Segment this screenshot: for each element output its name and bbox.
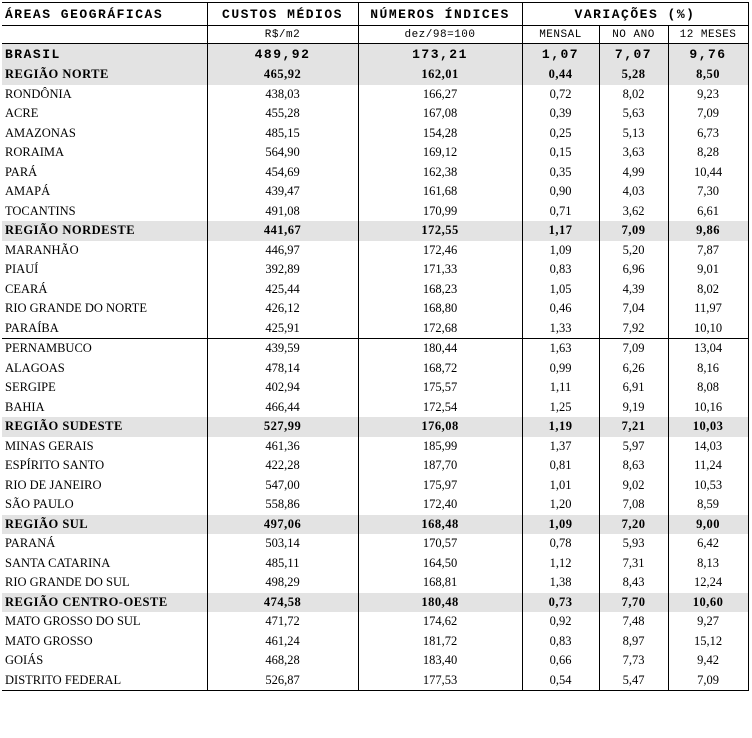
row-no-ano: 7,09 — [599, 221, 668, 241]
row-mensal: 1,11 — [522, 378, 599, 398]
row-no-ano: 4,99 — [599, 163, 668, 183]
row-custo: 465,92 — [207, 65, 358, 85]
row-no-ano: 4,39 — [599, 280, 668, 300]
row-custo: 425,91 — [207, 319, 358, 339]
row-name: REGIÃO CENTRO-OESTE — [2, 593, 207, 613]
row-mensal: 1,17 — [522, 221, 599, 241]
row-indice: 175,57 — [358, 378, 522, 398]
row-no-ano: 8,02 — [599, 85, 668, 105]
row-mensal: 0,25 — [522, 124, 599, 144]
row-12-meses: 12,24 — [668, 573, 748, 593]
row-12-meses: 7,09 — [668, 671, 748, 691]
row-name: REGIÃO SUL — [2, 515, 207, 535]
row-12-meses: 7,09 — [668, 104, 748, 124]
row-mensal: 0,99 — [522, 359, 599, 379]
row-name: MATO GROSSO — [5, 633, 93, 648]
row-no-ano: 7,70 — [599, 593, 668, 613]
row-name: PERNAMBUCO — [2, 339, 207, 359]
row-indice: 180,44 — [358, 339, 522, 359]
row-mensal: 0,35 — [522, 163, 599, 183]
table-row — [2, 319, 748, 339]
row-no-ano: 7,48 — [599, 612, 668, 632]
row-mensal: 0,81 — [522, 456, 599, 476]
header-custos: CUSTOS MÉDIOS — [207, 3, 358, 26]
table-row — [2, 241, 748, 261]
table-row — [2, 378, 748, 398]
table-row — [2, 124, 748, 144]
header-12-meses: 12 MESES — [668, 26, 748, 44]
header-areas-sub — [2, 26, 207, 44]
row-mensal: 1,20 — [522, 495, 599, 515]
brasil-mensal: 1,07 — [522, 44, 599, 66]
row-12-meses: 9,23 — [668, 85, 748, 105]
row-no-ano: 7,73 — [599, 651, 668, 671]
row-name: RONDÔNIA — [5, 86, 72, 101]
row-indice: 172,54 — [358, 398, 522, 418]
region-row — [2, 593, 748, 613]
row-name: REGIÃO SUDESTE — [2, 417, 207, 437]
row-mensal: 1,09 — [522, 241, 599, 261]
table-row — [2, 182, 748, 202]
brasil-indice: 173,21 — [358, 44, 522, 66]
region-row — [2, 65, 748, 85]
row-name: SERGIPE — [5, 380, 56, 395]
row-custo: 441,67 — [207, 221, 358, 241]
table-row — [2, 554, 748, 574]
row-name: DISTRITO FEDERAL — [2, 671, 207, 691]
row-12-meses: 11,24 — [668, 456, 748, 476]
row-custo: 392,89 — [207, 260, 358, 280]
row-no-ano: 7,09 — [599, 339, 668, 359]
row-indice: 168,72 — [358, 359, 522, 379]
row-custo: 426,12 — [207, 299, 358, 319]
row-no-ano: 7,21 — [599, 417, 668, 437]
row-name: RIO GRANDE DO SUL — [5, 575, 130, 590]
row-12-meses: 8,28 — [668, 143, 748, 163]
row-mensal: 1,01 — [522, 476, 599, 496]
table-row — [2, 437, 748, 457]
row-name: PARAÍBA — [5, 320, 59, 335]
row-mensal: 0,66 — [522, 651, 599, 671]
row-indice: 172,46 — [358, 241, 522, 261]
row-no-ano: 7,31 — [599, 554, 668, 574]
header-mensal: MENSAL — [522, 26, 599, 44]
row-mensal: 0,71 — [522, 202, 599, 222]
row-indice: 169,12 — [358, 143, 522, 163]
row-custo: 485,15 — [207, 124, 358, 144]
row-no-ano: 8,63 — [599, 456, 668, 476]
table-row — [2, 671, 748, 691]
table-row — [2, 651, 748, 671]
row-custo: 402,94 — [207, 378, 358, 398]
row-custo: 461,24 — [207, 632, 358, 652]
header-unit-indices: dez/98=100 — [358, 26, 522, 44]
row-12-meses: 8,08 — [668, 378, 748, 398]
row-mensal: 1,12 — [522, 554, 599, 574]
header-areas: ÁREAS GEOGRÁFICAS — [2, 3, 207, 26]
row-custo: 425,44 — [207, 280, 358, 300]
row-no-ano: 5,93 — [599, 534, 668, 554]
table-row — [2, 260, 748, 280]
row-no-ano: 3,63 — [599, 143, 668, 163]
row-mensal: 1,25 — [522, 398, 599, 418]
row-custo: 558,86 — [207, 495, 358, 515]
row-12-meses: 6,42 — [668, 534, 748, 554]
table-row — [2, 534, 748, 554]
row-indice: 170,57 — [358, 534, 522, 554]
row-name: SANTA CATARINA — [5, 555, 111, 570]
row-indice: 177,53 — [358, 671, 522, 691]
row-no-ano: 8,43 — [599, 573, 668, 593]
row-no-ano: 7,92 — [599, 319, 668, 339]
row-12-meses: 14,03 — [668, 437, 748, 457]
row-mensal: 0,15 — [522, 143, 599, 163]
row-mensal: 1,38 — [522, 573, 599, 593]
row-name: AMAPÁ — [5, 184, 51, 199]
row-name: RORAIMA — [5, 145, 65, 160]
row-indice: 172,55 — [358, 221, 522, 241]
row-no-ano: 5,47 — [599, 671, 668, 691]
row-12-meses: 9,42 — [668, 651, 748, 671]
row-mensal: 1,63 — [522, 339, 599, 359]
row-custo: 454,69 — [207, 163, 358, 183]
row-no-ano: 3,62 — [599, 202, 668, 222]
header-no-ano: NO ANO — [599, 26, 668, 44]
row-12-meses: 9,01 — [668, 260, 748, 280]
table-row — [2, 495, 748, 515]
data-table — [2, 2, 749, 691]
row-name: PARANÁ — [5, 536, 56, 551]
row-custo: 438,03 — [207, 85, 358, 105]
row-no-ano: 5,20 — [599, 241, 668, 261]
row-name: ESPÍRITO SANTO — [5, 458, 105, 473]
row-mensal: 1,33 — [522, 319, 599, 339]
row-custo: 478,14 — [207, 359, 358, 379]
row-mensal: 0,44 — [522, 65, 599, 85]
row-custo: 547,00 — [207, 476, 358, 496]
row-name: RIO GRANDE DO NORTE — [5, 301, 147, 316]
row-12-meses: 6,61 — [668, 202, 748, 222]
row-name: ALAGOAS — [5, 360, 65, 375]
row-12-meses: 10,03 — [668, 417, 748, 437]
table-row — [2, 299, 748, 319]
row-indice: 185,99 — [358, 437, 522, 457]
row-no-ano: 8,97 — [599, 632, 668, 652]
row-custo: 491,08 — [207, 202, 358, 222]
row-mensal: 1,19 — [522, 417, 599, 437]
row-custo: 498,29 — [207, 573, 358, 593]
table-row — [2, 85, 748, 105]
row-indice: 183,40 — [358, 651, 522, 671]
brasil-row — [2, 44, 748, 66]
row-custo: 461,36 — [207, 437, 358, 457]
row-no-ano: 5,13 — [599, 124, 668, 144]
row-12-meses: 9,00 — [668, 515, 748, 535]
row-indice: 174,62 — [358, 612, 522, 632]
row-indice: 162,38 — [358, 163, 522, 183]
row-mensal: 0,46 — [522, 299, 599, 319]
row-indice: 167,08 — [358, 104, 522, 124]
row-12-meses: 10,10 — [668, 319, 748, 339]
row-custo: 466,44 — [207, 398, 358, 418]
row-custo: 468,28 — [207, 651, 358, 671]
row-custo: 564,90 — [207, 143, 358, 163]
row-no-ano: 5,97 — [599, 437, 668, 457]
row-indice: 161,68 — [358, 182, 522, 202]
row-indice: 175,97 — [358, 476, 522, 496]
row-custo: 471,72 — [207, 612, 358, 632]
row-12-meses: 10,53 — [668, 476, 748, 496]
row-custo: 485,11 — [207, 554, 358, 574]
row-no-ano: 5,28 — [599, 65, 668, 85]
row-custo: 422,28 — [207, 456, 358, 476]
row-indice: 187,70 — [358, 456, 522, 476]
row-12-meses: 8,16 — [668, 359, 748, 379]
table-row — [2, 476, 748, 496]
row-12-meses: 8,02 — [668, 280, 748, 300]
row-name: BAHIA — [5, 399, 45, 414]
table-row — [2, 573, 748, 593]
row-12-meses: 9,27 — [668, 612, 748, 632]
table-row — [2, 104, 748, 124]
row-name: REGIÃO NORDESTE — [2, 221, 207, 241]
row-no-ano: 7,04 — [599, 299, 668, 319]
region-row — [2, 417, 748, 437]
row-indice: 180,48 — [358, 593, 522, 613]
row-name: SÃO PAULO — [5, 497, 74, 512]
row-custo: 439,47 — [207, 182, 358, 202]
header-indices: NÚMEROS ÍNDICES — [358, 3, 522, 26]
brasil-ano: 7,07 — [599, 44, 668, 66]
table-row — [2, 456, 748, 476]
row-name: ACRE — [5, 106, 39, 121]
row-indice: 176,08 — [358, 417, 522, 437]
row-no-ano: 5,63 — [599, 104, 668, 124]
row-12-meses: 10,60 — [668, 593, 748, 613]
row-12-meses: 15,12 — [668, 632, 748, 652]
row-mensal: 0,54 — [522, 671, 599, 691]
row-name: MINAS GERAIS — [5, 438, 94, 453]
row-indice: 172,68 — [358, 319, 522, 339]
row-custo: 497,06 — [207, 515, 358, 535]
row-12-meses: 10,44 — [668, 163, 748, 183]
row-mensal: 0,39 — [522, 104, 599, 124]
row-no-ano: 6,96 — [599, 260, 668, 280]
row-indice: 181,72 — [358, 632, 522, 652]
row-indice: 172,40 — [358, 495, 522, 515]
row-indice: 154,28 — [358, 124, 522, 144]
row-custo: 527,99 — [207, 417, 358, 437]
brasil-custo: 489,92 — [207, 44, 358, 66]
row-mensal: 0,92 — [522, 612, 599, 632]
row-12-meses: 9,86 — [668, 221, 748, 241]
table-row — [2, 632, 748, 652]
table-row — [2, 143, 748, 163]
row-name: PIAUÍ — [5, 262, 39, 277]
row-12-meses: 13,04 — [668, 339, 748, 359]
row-indice: 168,80 — [358, 299, 522, 319]
row-name: RIO DE JANEIRO — [5, 477, 102, 492]
row-12-meses: 8,13 — [668, 554, 748, 574]
row-name: TOCANTINS — [5, 203, 76, 218]
region-row — [2, 515, 748, 535]
row-custo: 446,97 — [207, 241, 358, 261]
row-indice: 171,33 — [358, 260, 522, 280]
row-indice: 164,50 — [358, 554, 522, 574]
row-name: MATO GROSSO DO SUL — [5, 614, 141, 629]
row-mensal: 1,37 — [522, 437, 599, 457]
row-12-meses: 10,16 — [668, 398, 748, 418]
row-indice: 168,23 — [358, 280, 522, 300]
table-row — [2, 163, 748, 183]
brasil-12-meses: 9,76 — [668, 44, 748, 66]
row-name: GOIÁS — [5, 653, 44, 668]
row-mensal: 0,78 — [522, 534, 599, 554]
header-unit-custos: R$/m2 — [207, 26, 358, 44]
row-indice: 168,81 — [358, 573, 522, 593]
row-name: PARÁ — [5, 164, 38, 179]
row-mensal: 0,73 — [522, 593, 599, 613]
row-indice: 162,01 — [358, 65, 522, 85]
row-12-meses: 6,73 — [668, 124, 748, 144]
row-custo: 455,28 — [207, 104, 358, 124]
row-no-ano: 9,19 — [599, 398, 668, 418]
row-no-ano: 7,08 — [599, 495, 668, 515]
brasil-name: BRASIL — [2, 44, 207, 66]
row-mensal: 1,09 — [522, 515, 599, 535]
table-row — [2, 612, 748, 632]
row-12-meses: 8,59 — [668, 495, 748, 515]
table-row — [2, 280, 748, 300]
table-row — [2, 359, 748, 379]
row-custo: 474,58 — [207, 593, 358, 613]
row-custo: 439,59 — [207, 339, 358, 359]
row-name: REGIÃO NORTE — [2, 65, 207, 85]
row-no-ano: 7,20 — [599, 515, 668, 535]
region-row — [2, 221, 748, 241]
row-12-meses: 11,97 — [668, 299, 748, 319]
row-no-ano: 4,03 — [599, 182, 668, 202]
header-variacoes: VARIAÇÕES (%) — [522, 3, 748, 26]
table-row — [2, 202, 748, 222]
row-name: AMAZONAS — [5, 125, 76, 140]
row-name: MARANHÃO — [5, 242, 79, 257]
row-no-ano: 6,91 — [599, 378, 668, 398]
row-indice: 166,27 — [358, 85, 522, 105]
row-mensal: 0,83 — [522, 260, 599, 280]
row-mensal: 0,83 — [522, 632, 599, 652]
row-indice: 170,99 — [358, 202, 522, 222]
row-mensal: 0,72 — [522, 85, 599, 105]
row-no-ano: 6,26 — [599, 359, 668, 379]
row-12-meses: 8,50 — [668, 65, 748, 85]
row-12-meses: 7,87 — [668, 241, 748, 261]
row-custo: 526,87 — [207, 671, 358, 691]
row-name: CEARÁ — [5, 281, 48, 296]
row-12-meses: 7,30 — [668, 182, 748, 202]
table-row — [2, 398, 748, 418]
row-custo: 503,14 — [207, 534, 358, 554]
row-no-ano: 9,02 — [599, 476, 668, 496]
row-indice: 168,48 — [358, 515, 522, 535]
row-mensal: 0,90 — [522, 182, 599, 202]
table-row — [2, 339, 748, 359]
row-mensal: 1,05 — [522, 280, 599, 300]
